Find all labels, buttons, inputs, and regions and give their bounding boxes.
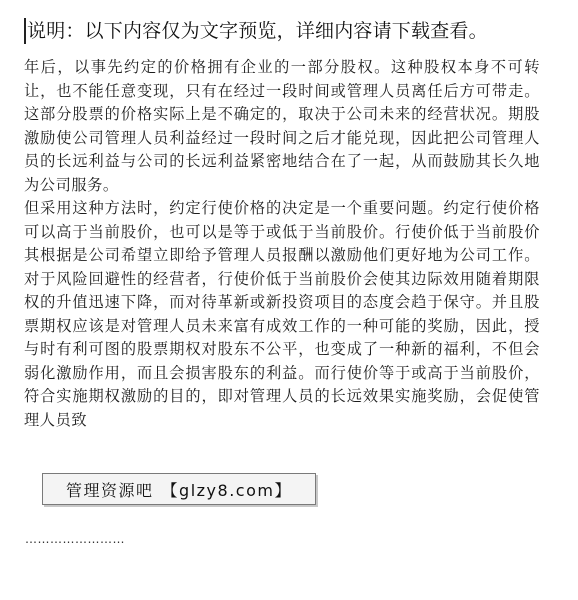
site-watermark	[42, 473, 316, 505]
watermark-site-name: 管理资源吧	[66, 480, 154, 500]
watermark-site-url: 【glzy8.com】	[161, 480, 292, 500]
document-body	[24, 56, 540, 432]
continuation-ellipsis: ……………………	[25, 532, 125, 546]
paragraph: 但采用这种方法时，约定行使价格的决定是一个重要问题。约定行使价格可以高于当前股价，也可以是等于或低于当前股价。行使价低于当前股价其根据是公司希望立即给予管理人员报酬以激励他们更好地为公司工作。对于风险回避性的经营者，行使价低于当前股价会使其边际效用随着期限权的升值迅速下降，而对待革新或新投资项目的态度会趋于保守。并且股票期权应该是对管理人员未来富有成效工作的一种可能的奖励，因此，授与时有利可图的股票期权对股东不公平，也变成了一种新的福利，不但会弱化激励作用，而且会损害股东的利益。而行使价等于或高于当前股价，符合实施期权激励的目的，即对管理人员的长远效果实施奖励，会促使管理人员致	[24, 199, 540, 429]
text-cursor	[24, 18, 26, 44]
paragraph: 年后，以事先约定的价格拥有企业的一部分股权。这种股权本身不可转让，也不能任意变现，只有在经过一段时间或管理人员离任后方可带走。这部分股票的价格实际上是不确定的，取决于公司未来的经营状况。期股激励使公司管理人员利益经过一段时间之后才能兑现，因此把公司管理人员的长远利益与公司的长远利益紧密地结合在了一起，从而鼓励其长久地为公司服务。	[24, 58, 540, 194]
preview-notice: 说明：以下内容仅为文字预览，详细内容请下载查看。	[27, 20, 488, 42]
